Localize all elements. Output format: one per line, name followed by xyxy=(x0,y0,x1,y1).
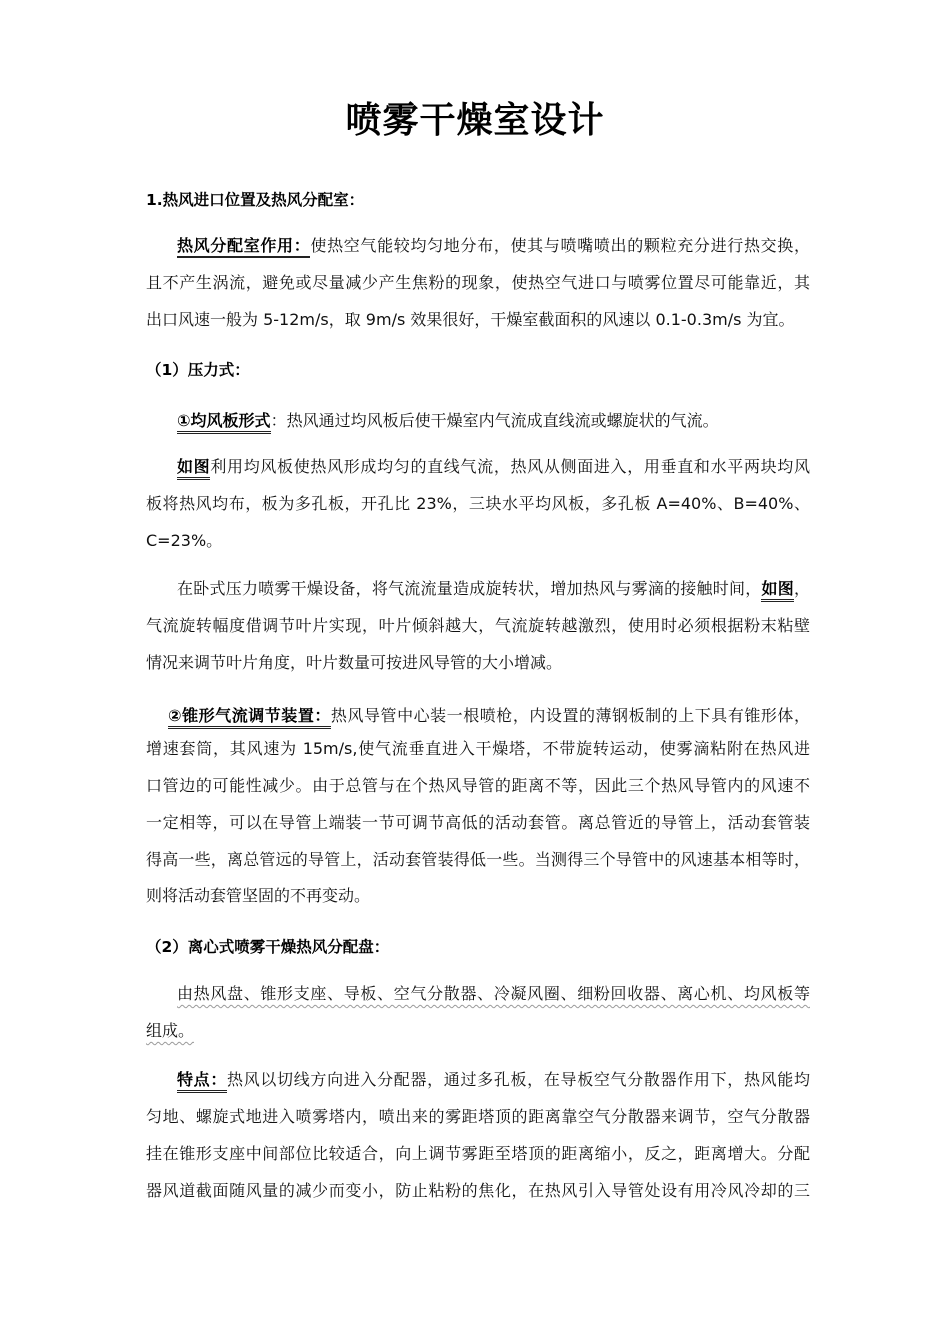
text-span: ：热风通过均风板后使干燥室内气流成直线流或螺旋状的气流。 xyxy=(270,411,719,430)
paragraph-line: 板将热风均布，板为多孔板，开孔比 23%，三块水平均风板，多孔板 A=40%、B=40%、 xyxy=(146,494,810,513)
paragraph-line: 气流旋转幅度借调节叶片实现，叶片倾斜越大，气流旋转越激烈，使用时必须根据粉末粘壁 xyxy=(146,616,810,635)
paragraph-line xyxy=(146,457,810,477)
term-hot-air-distribution: 热风分配室作用： xyxy=(177,236,310,258)
paragraph-line: 出口风速一般为 5-12m/s，取 9m/s 效果很好，干燥室截面积的风速以 0.1-0.3m/s 为宜。 xyxy=(146,310,795,329)
section-heading-3: （2）离心式喷雾干燥热风分配盘： xyxy=(146,938,390,956)
paragraph-line: 匀地、螺旋式地进入喷雾塔内，喷出来的雾距塔顶的距离靠空气分散器来调节，空气分散器 xyxy=(146,1107,810,1126)
paragraph-line xyxy=(146,411,810,431)
section-heading-1: 1.热风进口位置及热风分配室： xyxy=(146,191,365,209)
paragraph-line: 得高一些，离总管远的导管上，活动套管装得低一些。当测得三个导管中的风速基本相等时， xyxy=(146,850,810,869)
paragraph-line xyxy=(146,1021,810,1041)
paragraph-line xyxy=(146,579,810,599)
paragraph-line xyxy=(146,984,810,1004)
text-span: 组成。 xyxy=(146,1021,195,1040)
text-span: 由热风盘、锥形支座、导板、空气分散器、冷凝风圈、细粉回收器、离心机、均风板等 xyxy=(177,984,810,1003)
term-features: 特点： xyxy=(177,1070,227,1093)
paragraph-line: 一定相等，可以在导管上端装一节可调节高低的活动套管。离总管近的导管上，活动套管装 xyxy=(146,813,810,832)
text-span: 利用均风板使热风形成均匀的直线气流，热风从侧面进入，用垂直和水平两块均风 xyxy=(210,457,810,476)
paragraph-line: 且不产生涡流，避免或尽量减少产生焦粉的现象，使热空气进口与喷雾位置尽可能靠近，其 xyxy=(146,273,810,292)
text-span: 在卧式压力喷雾干燥设备，将气流流量造成旋转状，增加热风与雾滴的接触时间， xyxy=(177,579,762,598)
section-heading-2: （1）压力式： xyxy=(146,361,250,379)
paragraph-line: C=23%。 xyxy=(146,531,223,550)
paragraph-line xyxy=(146,1070,810,1090)
page-title: 喷雾干燥室设计 xyxy=(345,100,605,141)
paragraph-line xyxy=(146,706,810,726)
term-equalizer-plate: ①均风板形式 xyxy=(177,411,271,434)
paragraph-line xyxy=(146,236,810,256)
paragraph-line: 增速套筒，其风速为 15m/s,使气流垂直进入干燥塔，不带旋转运动，使雾滴粘附在热风进 xyxy=(146,739,810,758)
paragraph-line: 则将活动套管坚固的不再变动。 xyxy=(146,886,371,905)
paragraph-line: 情况来调节叶片角度，叶片数量可按进风导管的大小增减。 xyxy=(146,653,563,672)
term-cone-airflow-regulator: ②锥形气流调节装置： xyxy=(168,706,331,729)
text-span: 热风导管中心装一根喷枪，内设置的薄钢板制的上下具有锥形体， xyxy=(330,706,810,725)
text-span: ， xyxy=(793,579,810,598)
text-span: 使热空气能较均匀地分布，使其与喷嘴喷出的颗粒充分进行热交换， xyxy=(310,236,810,255)
figure-reference: 如图 xyxy=(177,457,210,480)
paragraph-line: 挂在锥形支座中间部位比较适合，向上调节雾距至塔顶的距离缩小，反之，距离增大。分配 xyxy=(146,1144,810,1163)
text-span: 热风以切线方向进入分配器，通过多孔板，在导板空气分散器作用下，热风能均 xyxy=(227,1070,810,1089)
figure-reference: 如图 xyxy=(761,579,793,602)
paragraph-line: 器风道截面随风量的减少而变小，防止粘粉的焦化，在热风引入导管处设有用冷风冷却的三 xyxy=(146,1181,810,1200)
paragraph-line: 口管边的可能性减少。由于总管与在个热风导管的距离不等，因此三个热风导管内的风速不 xyxy=(146,776,810,795)
